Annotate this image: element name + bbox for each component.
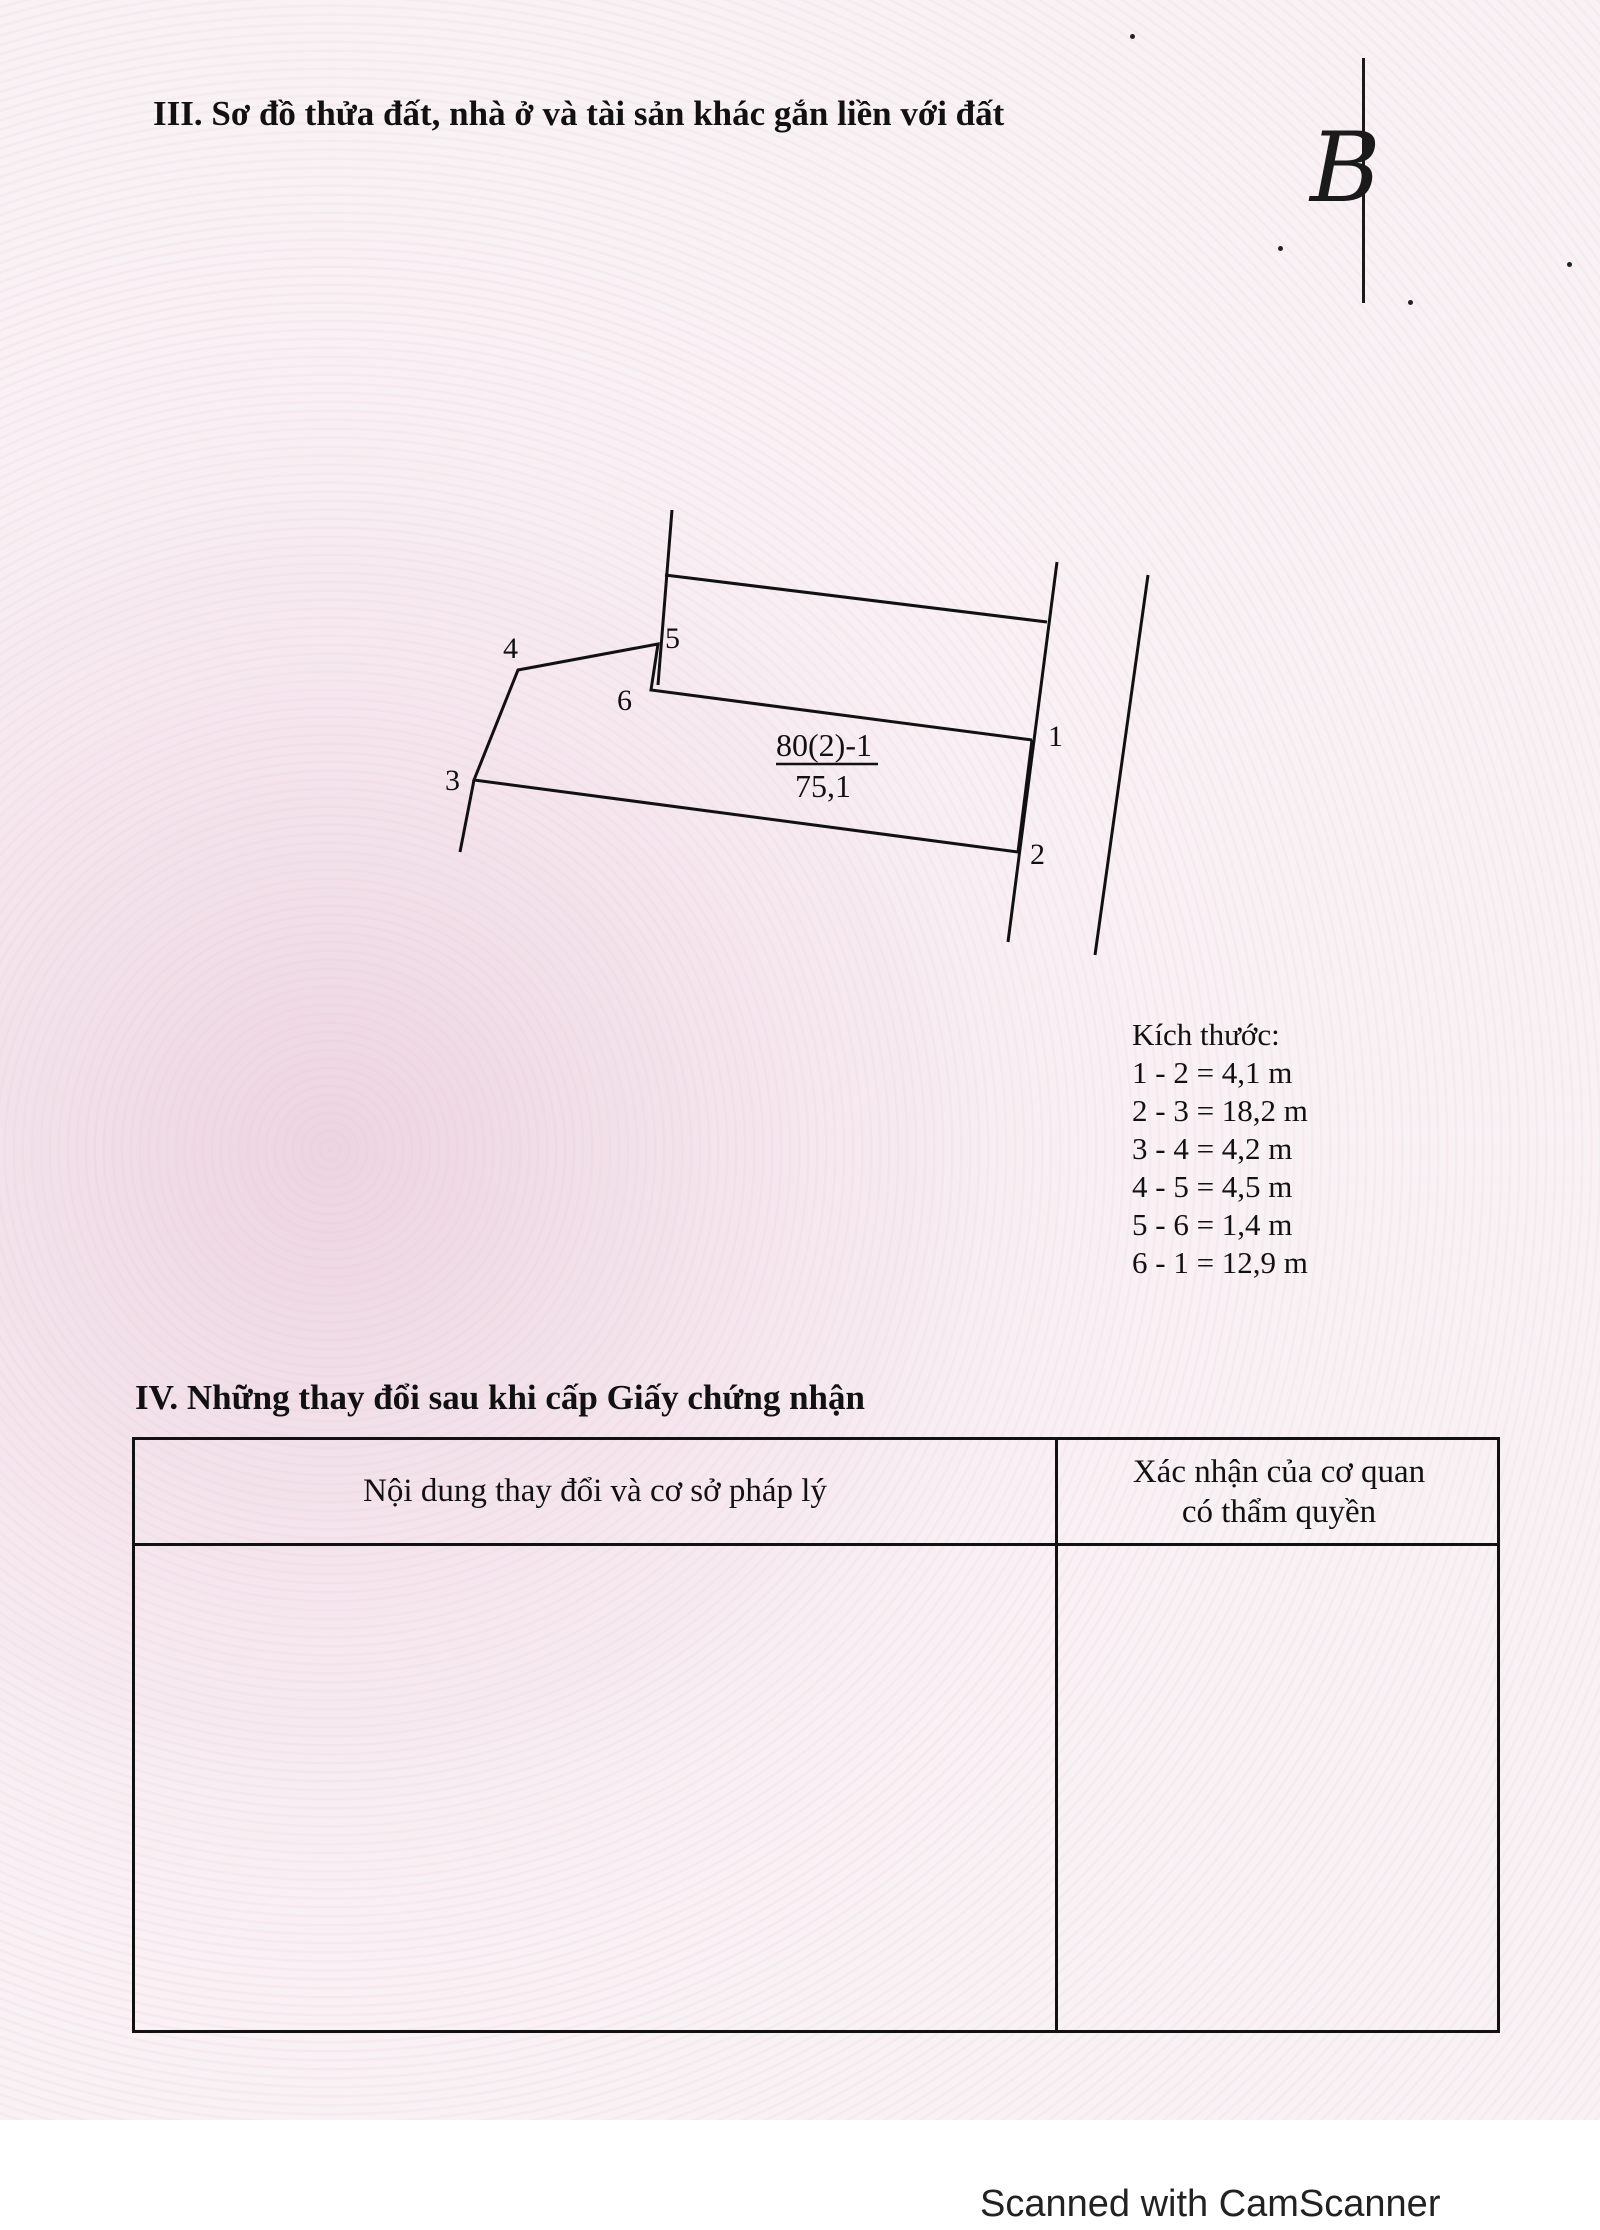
- table-header-confirmation-line1: Xác nhận của cơ quan: [1132, 1453, 1426, 1490]
- table-header-confirmation-line2: có thẩm quyền: [1181, 1493, 1377, 1530]
- table-header-confirmation: [1058, 1440, 1500, 1543]
- scanner-watermark: Scanned with CamScanner: [980, 2183, 1441, 2225]
- neighbor-line-bottom: [460, 780, 474, 852]
- section-4-title: IV. Những thay đổi sau khi cấp Giấy chứng nhận: [135, 1378, 865, 1417]
- dimensions-list: [1132, 1016, 1308, 1282]
- parcel-diagram: [0, 0, 1600, 1000]
- vertex-label-5: 5: [665, 622, 680, 655]
- ink-speck: [1567, 262, 1572, 267]
- vertex-label-1: 1: [1048, 720, 1063, 753]
- vertex-label-2: 2: [1030, 838, 1045, 871]
- neighbor-line-top: [665, 575, 1047, 622]
- dimension-item: 2 - 3 = 18,2 m: [1132, 1093, 1308, 1128]
- dimension-item: 5 - 6 = 1,4 m: [1132, 1207, 1293, 1242]
- ink-speck: [1278, 246, 1283, 251]
- table-header-content-label: Nội dung thay đổi và cơ sở pháp lý: [363, 1473, 827, 1509]
- parcel-boundary: [474, 644, 1032, 852]
- dimension-item: 1 - 2 = 4,1 m: [1132, 1055, 1293, 1090]
- dimension-item: 4 - 5 = 4,5 m: [1132, 1169, 1293, 1204]
- vertex-label-4: 4: [503, 632, 518, 665]
- table-header-divider: [135, 1543, 1497, 1546]
- ink-speck: [1408, 300, 1413, 305]
- vertex-label-6: 6: [617, 684, 632, 717]
- dimension-item: 6 - 1 = 12,9 m: [1132, 1245, 1308, 1280]
- table-header-content: [135, 1440, 1055, 1543]
- neighbor-line-left: [658, 510, 672, 685]
- dimension-item: 3 - 4 = 4,2 m: [1132, 1131, 1293, 1166]
- stamp-monogram: B: [1310, 112, 1381, 224]
- changes-table: [132, 1437, 1500, 2033]
- parcel-number: 80(2)-1: [776, 727, 872, 763]
- parcel-area: 75,1: [795, 768, 851, 804]
- section-3-title: III. Sơ đồ thửa đất, nhà ở và tài sản khác gắn liền với đất: [153, 94, 1005, 133]
- road-line-outer: [1095, 575, 1148, 955]
- dimensions-title: Kích thước:: [1132, 1017, 1280, 1052]
- ink-speck: [1130, 34, 1135, 39]
- vertex-label-3: 3: [445, 764, 460, 797]
